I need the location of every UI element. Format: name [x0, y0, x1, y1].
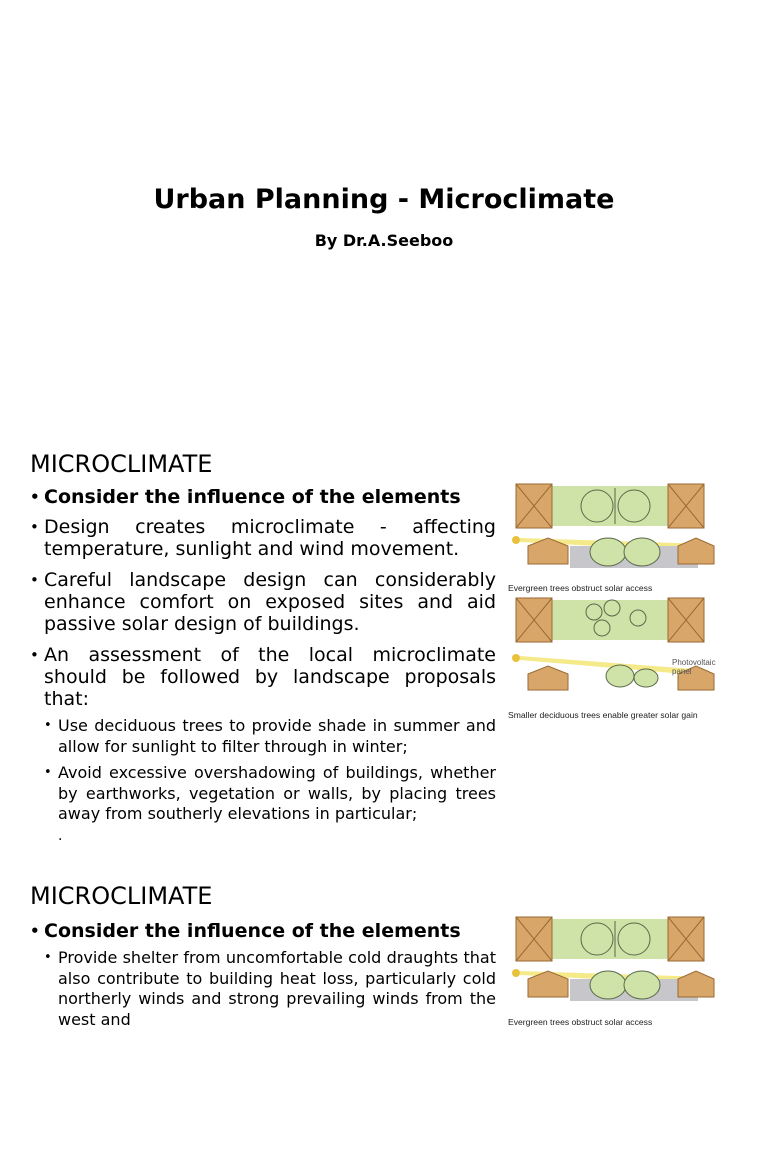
- stray-mark: .: [58, 828, 63, 844]
- sub-bullet-list: [44, 948, 496, 1030]
- diagram-drawing: [508, 480, 743, 715]
- microclimate-slide-2: [0, 865, 768, 1065]
- sun-icon: [512, 536, 520, 544]
- section-view-evergreen: [512, 536, 714, 568]
- title-slide: [0, 0, 768, 420]
- plan-view-evergreen: [516, 484, 704, 528]
- bullet-item: • Design creates microclimate - affecting temperature, sunlight and wind movement.: [30, 516, 496, 560]
- sub-bullet-item: • Provide shelter from uncomfortable cold draughts that also contribute to building heat loss, particularly cold northerly winds and strong prevailing winds from the west and: [44, 948, 496, 1030]
- slide-heading: MICROCLIMATE: [30, 882, 213, 910]
- plan-view-deciduous: [516, 598, 704, 642]
- solar-access-diagram: [508, 913, 743, 1173]
- sub-bullet-item: • Avoid excessive overshadowing of buildings, whether by earthworks, vegetation or walls, by placing trees away from southerly elevations in particular;: [44, 763, 496, 825]
- plan-view-evergreen: [516, 917, 704, 961]
- bullet-item: • Careful landscape design can considerably enhance comfort on exposed sites and aid passive solar design of buildings.: [30, 569, 496, 635]
- author-line: By Dr.A.Seeboo: [314, 231, 454, 250]
- section-view-evergreen: [512, 969, 714, 1001]
- bullet-list: [30, 486, 496, 825]
- panel-label: Photovoltaic panel: [672, 658, 716, 676]
- slide-body: [30, 486, 496, 834]
- sub-bullet-list: [44, 716, 496, 825]
- solar-access-diagram: [508, 480, 743, 740]
- diagram-caption: Evergreen trees obstruct solar access: [508, 583, 653, 593]
- diagram-caption: Smaller deciduous trees enable greater solar gain: [508, 710, 698, 720]
- slide-body: [30, 920, 496, 1036]
- diagram-caption: Evergreen trees obstruct solar access: [508, 1017, 653, 1027]
- bullet-list: [30, 920, 496, 942]
- diagram-drawing: [508, 913, 743, 1033]
- bullet-item: • Consider the influence of the elements: [30, 486, 496, 508]
- bullet-item: • Consider the influence of the elements: [30, 920, 496, 942]
- bullet-text: An assessment of the local microclimate should be followed by landscape proposals that:: [44, 644, 496, 710]
- sub-bullet-item: • Use deciduous trees to provide shade in summer and allow for sunlight to filter through in winter;: [44, 716, 496, 757]
- sun-icon: [512, 654, 520, 662]
- bullet-item: [30, 644, 496, 825]
- presentation-title: Urban Planning - Microclimate: [153, 184, 615, 215]
- sun-icon: [512, 969, 520, 977]
- slide-heading: MICROCLIMATE: [30, 450, 213, 478]
- microclimate-slide-1: [0, 430, 768, 850]
